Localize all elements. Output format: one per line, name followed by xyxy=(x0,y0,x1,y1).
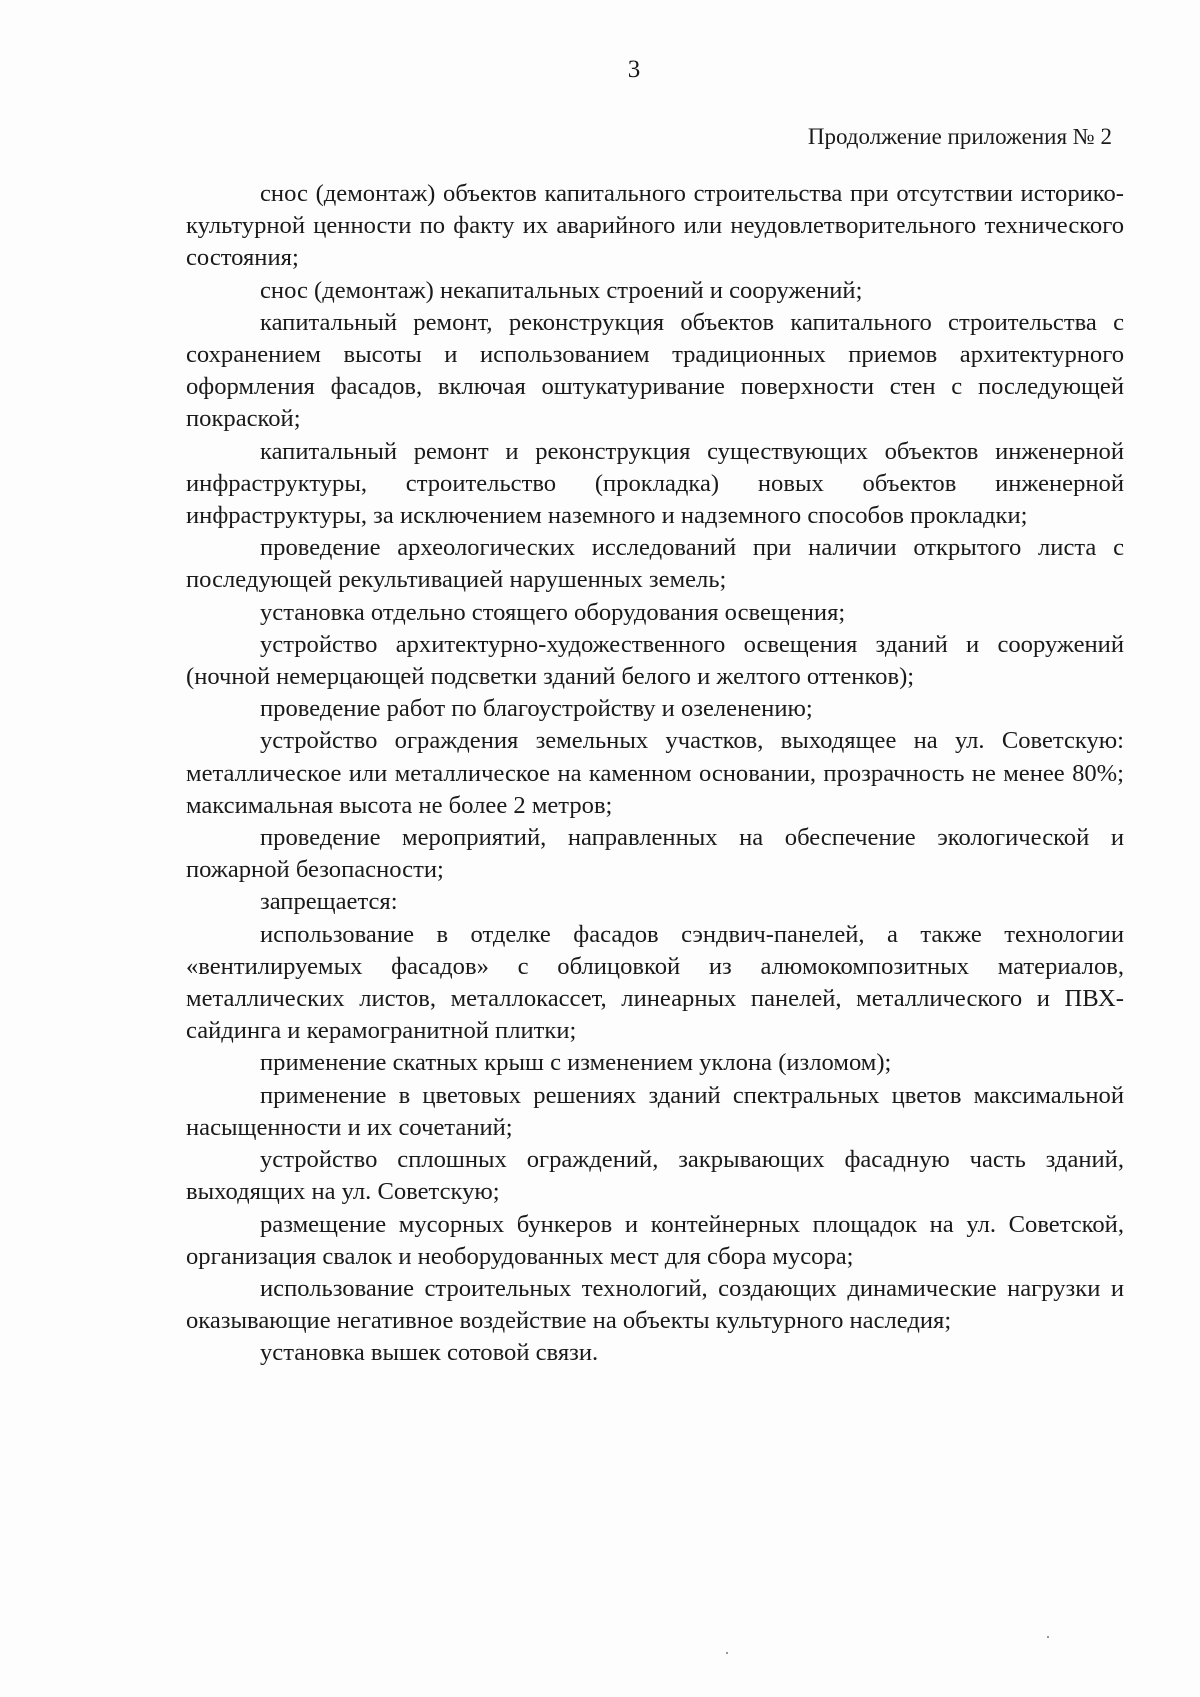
paragraph: использование в отделке фасадов сэндвич-панелей, а также технологии «вентилируемых фасадов» с облицовкой из алюмокомпозитных материалов, металлических листов, металлокассет, линеарных панелей, металлического и ПВХ-сайдинга и керамогранитной плитки; xyxy=(186,920,1124,1045)
paragraph: установка отдельно стоящего оборудования освещения; xyxy=(260,598,846,626)
paragraph: устройство сплошных ограждений, закрывающих фасадную часть зданий, выходящих на ул. Советскую; xyxy=(186,1146,1124,1206)
paragraph: капитальный ремонт и реконструкция существующих объектов инженерной инфраструктуры, строительство (прокладка) новых объектов инженерной инфраструктуры, за исключением наземного и надземного способов прокладки; xyxy=(186,437,1124,530)
document-body xyxy=(186,178,1124,1370)
paragraph: капитальный ремонт, реконструкция объектов капитального строительства с сохранением высоты и использованием традиционных приемов архитектурного оформления фасадов, включая оштукатуривание поверхности стен с последующей покраской; xyxy=(186,308,1124,433)
paragraph: использование строительных технологий, создающих динамические нагрузки и оказывающие негативное воздействие на объекты культурного наследия; xyxy=(186,1274,1124,1335)
paragraph: проведение археологических исследований при наличии открытого листа с последующей рекультивацией нарушенных земель; xyxy=(186,534,1124,594)
paragraph: установка вышек сотовой связи. xyxy=(260,1339,599,1367)
paragraph: применение скатных крыш с изменением уклона (изломом); xyxy=(260,1049,892,1077)
page-number: 3 xyxy=(627,56,641,83)
paragraph: снос (демонтаж) объектов капитального строительства при отсутствии историко-культурной ценности по факту их аварийного или неудовлетворительного технического состояния; xyxy=(186,180,1124,272)
paragraph: устройство ограждения земельных участков, выходящее на ул. Советскую: металлическое или металлическое на каменном основании, прозрачность не менее 80%; максимальная высота не более 2 метров; xyxy=(186,727,1124,819)
paragraph: проведение мероприятий, направленных на обеспечение экологической и пожарной безопасности; xyxy=(186,824,1124,884)
paragraph: запрещается: xyxy=(260,888,398,916)
paragraph: проведение работ по благоустройству и озеленению; xyxy=(260,695,813,723)
paragraph: размещение мусорных бункеров и контейнерных площадок на ул. Советской, организация свалок и необорудованных мест для сбора мусора; xyxy=(186,1210,1124,1270)
paragraph: устройство архитектурно-художественного освещения зданий и сооружений (ночной немерцающей подсветки зданий белого и желтого оттенков); xyxy=(186,630,1124,691)
scan-speck xyxy=(1047,1636,1049,1638)
paragraph: снос (демонтаж) некапитальных строений и сооружений; xyxy=(260,276,863,304)
appendix-continuation-note: Продолжение приложения № 2 xyxy=(807,124,1112,149)
paragraph: применение в цветовых решениях зданий спектральных цветов максимальной насыщенности и их сочетаний; xyxy=(186,1081,1124,1141)
scan-speck xyxy=(726,1652,728,1654)
